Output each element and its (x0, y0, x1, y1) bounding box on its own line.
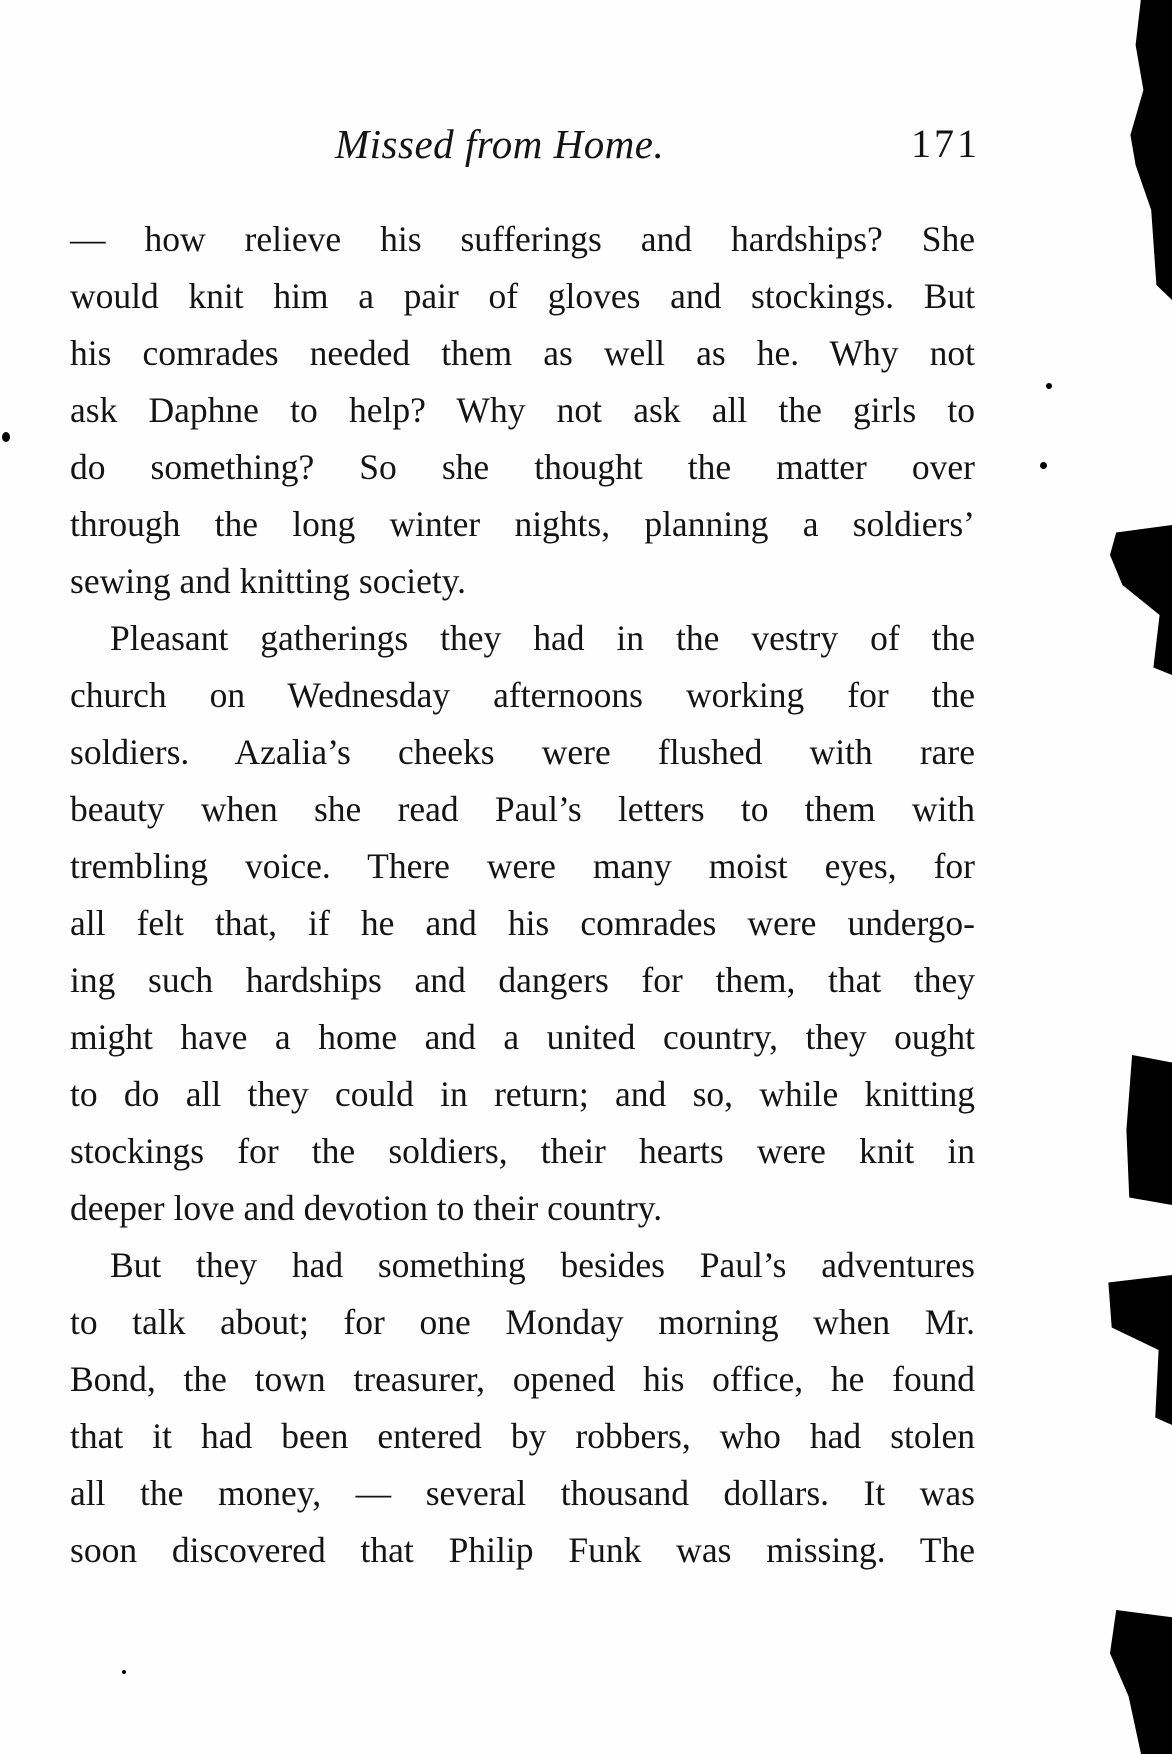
text-line: do something? So she thought the matter over (70, 447, 975, 487)
text-line: soon discovered that Philip Funk was missing. The (70, 1530, 975, 1570)
text-line: — how relieve his sufferings and hardships? She (70, 219, 975, 259)
text-line: ing such hardships and dangers for them, that they (70, 960, 975, 1000)
scan-speck (122, 1670, 126, 1674)
text-line: deeper love and devotion to their country. (70, 1188, 663, 1228)
scan-artifact (1110, 525, 1172, 675)
text-line: Pleasant gatherings they had in the vestry of the (110, 618, 975, 658)
text-line: through the long winter nights, planning a soldiers’ (70, 504, 975, 544)
text-line: would knit him a pair of gloves and stockings. But (70, 276, 975, 316)
text-line: all felt that, if he and his comrades were undergo- (70, 903, 975, 943)
running-head (70, 120, 980, 170)
text-line: Bond, the town treasurer, opened his office, he found (70, 1359, 975, 1399)
text-line: trembling voice. There were many moist eyes, for (70, 846, 975, 886)
scan-artifact (1120, 0, 1172, 300)
text-line: church on Wednesday afternoons working for the (70, 675, 975, 715)
scan-artifact (1110, 1610, 1172, 1754)
text-line: soldiers. Azalia’s cheeks were flushed with rare (70, 732, 975, 772)
body-text (70, 211, 975, 1579)
running-title: Missed from Home. (335, 121, 665, 167)
scan-artifact (1115, 1055, 1172, 1205)
text-line: his comrades needed them as well as he. Why not (70, 333, 975, 373)
text-line: to talk about; for one Monday morning when Mr. (70, 1302, 975, 1342)
text-line: beauty when she read Paul’s letters to them with (70, 789, 975, 829)
text-line: sewing and knitting society. (70, 561, 467, 601)
scan-speck (1046, 383, 1052, 389)
scan-speck (2, 432, 10, 442)
page-number: 171 (911, 121, 980, 166)
text-line: ask Daphne to help? Why not ask all the girls to (70, 390, 975, 430)
text-line: that it had been entered by robbers, who had stolen (70, 1416, 975, 1456)
text-line: But they had something besides Paul’s adventures (110, 1245, 975, 1285)
text-line: might have a home and a united country, they ought (70, 1017, 975, 1057)
scan-artifact (1105, 1275, 1172, 1425)
text-line: all the money, — several thousand dollars. It was (70, 1473, 975, 1513)
text-line: stockings for the soldiers, their hearts were knit in (70, 1131, 975, 1171)
text-line: to do all they could in return; and so, while knitting (70, 1074, 975, 1114)
scan-speck (1040, 462, 1047, 469)
